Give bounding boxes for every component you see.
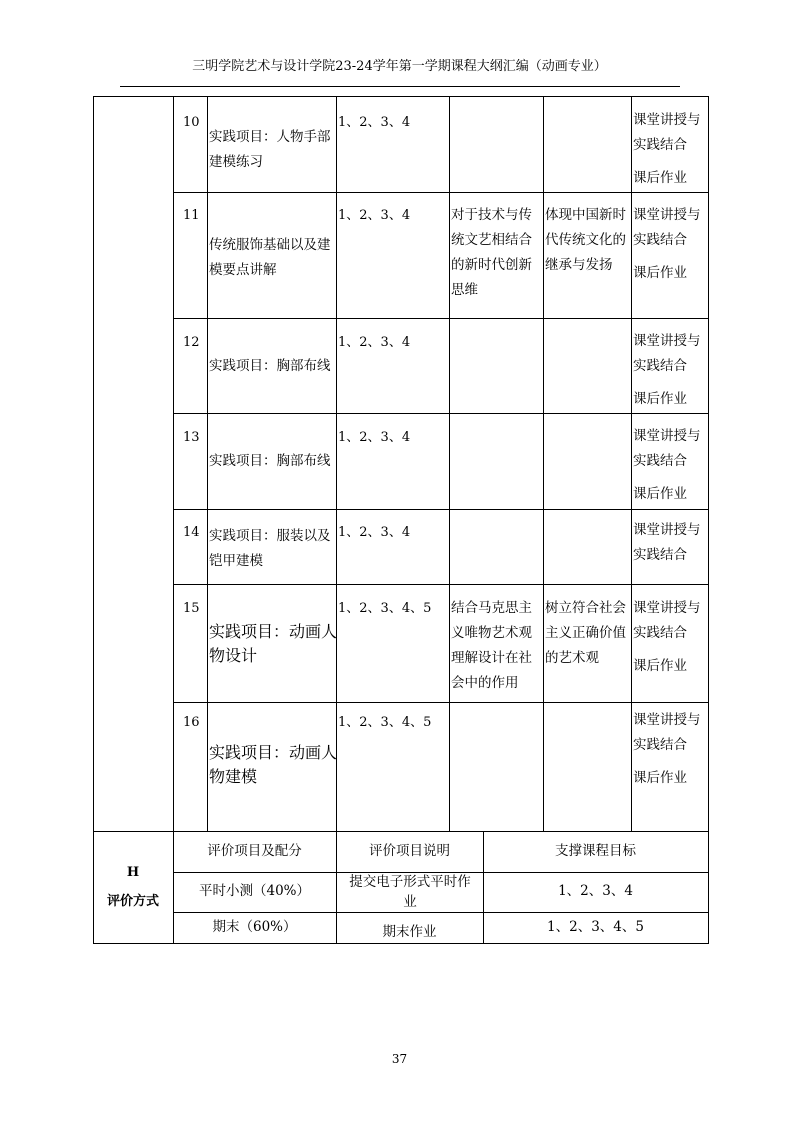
row-method: 课堂讲授与 实践结合 课后作业 [633,712,701,786]
eval-item-desc: 提交电子形式平时作业 [349,874,471,910]
row-ideo-point: 结合马克思主义唯物艺术观理解设计在社会中的作用 [451,600,532,691]
row-goals: 1、2、3、4 [338,208,411,223]
row-method: 课堂讲授与 实践结合 课后作业 [633,207,701,281]
row-goals: 1、2、3、4 [338,525,411,540]
eval-item-name: 期末（60%） [212,919,297,935]
header-rule [120,86,680,87]
row-method: 课堂讲授与 实践结合 课后作业 [633,112,701,186]
row-content: 实践项目：胸部布线 [209,453,331,469]
row-ideo-goal: 体现中国新时代传统文化的继承与发扬 [545,207,626,273]
row-goals: 1、2、3、4、5 [338,601,432,616]
row-content: 传统服饰基础以及建模要点讲解 [209,237,331,278]
row-method: 课堂讲授与 实践结合 课后作业 [633,600,701,674]
eval-head-goals: 支撑课程目标 [555,843,636,859]
row-number: 16 [183,715,200,730]
row-number: 10 [183,115,200,130]
eval-item-desc: 期末作业 [382,924,437,940]
row-content: 实践项目：服装以及铠甲建模 [209,528,331,569]
row-goals: 1、2、3、4 [338,335,411,350]
page-header: 三明学院艺术与设计学院23-24学年第一学期课程大纲汇编（动画专业） [192,59,607,74]
row-content: 实践项目：动画人物建模 [209,743,338,786]
row-number: 13 [183,430,200,445]
row-content: 实践项目：人物手部建模练习 [209,129,331,170]
eval-head-desc: 评价项目说明 [369,843,450,859]
eval-item-goals: 1、2、3、4 [558,883,633,899]
row-content: 实践项目：胸部布线 [209,358,331,374]
row-number: 11 [183,208,200,223]
page-number: 37 [391,1052,408,1066]
row-number: 15 [183,601,200,616]
eval-head-item: 评价项目及配分 [207,843,302,859]
row-goals: 1、2、3、4 [338,115,411,130]
row-content: 实践项目：动画人物设计 [209,622,338,665]
eval-item-goals: 1、2、3、4、5 [547,919,644,935]
row-goals: 1、2、3、4、5 [338,715,432,730]
row-ideo-goal: 树立符合社会主义正确价值的艺术观 [545,600,626,666]
section-letter: H [126,865,140,880]
row-goals: 1、2、3、4 [338,430,411,445]
row-number: 14 [183,525,200,540]
eval-item-name: 平时小测（40%） [198,883,310,899]
row-ideo-point: 对于技术与传统文艺相结合的新时代创新思维 [451,207,532,298]
section-title: 评价方式 [106,894,159,909]
row-method: 课堂讲授与 实践结合 [633,522,701,563]
row-method: 课堂讲授与 实践结合 课后作业 [633,428,701,502]
row-method: 课堂讲授与 实践结合 课后作业 [633,333,701,407]
row-number: 12 [183,335,200,350]
